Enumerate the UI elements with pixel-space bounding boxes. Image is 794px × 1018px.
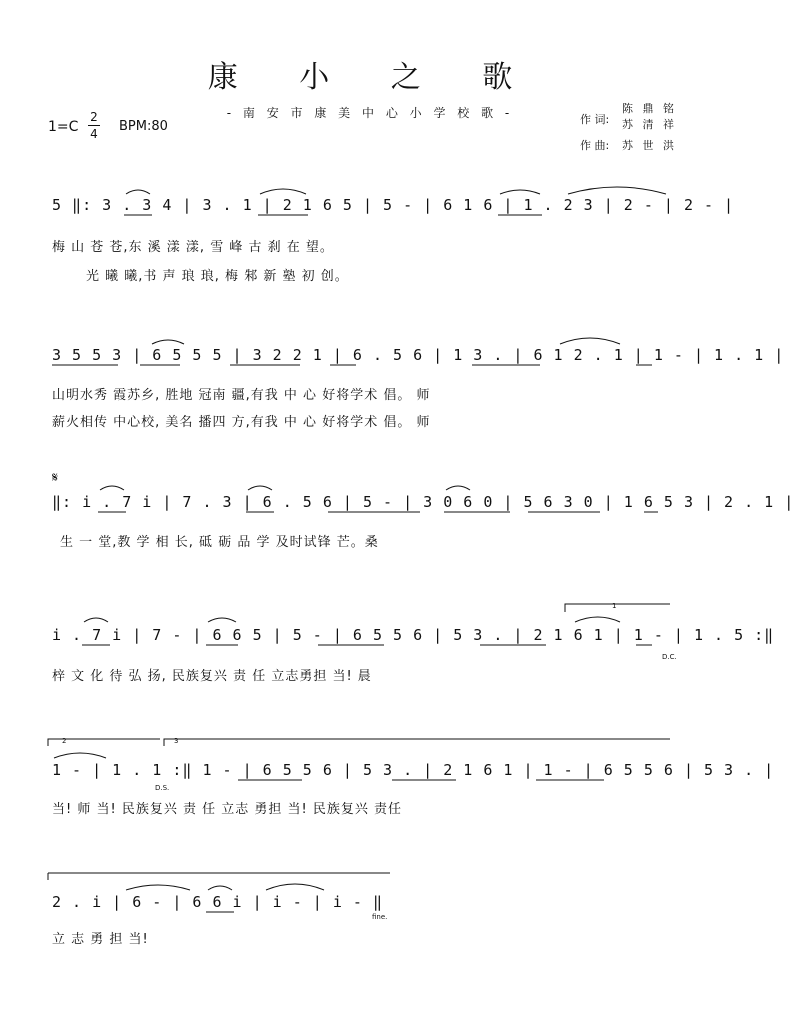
lyrics-row-5: 当! 师 当! 民族复兴 责 任 立志 勇担 当! 民族复兴 责任 xyxy=(52,802,402,817)
slur xyxy=(260,189,306,194)
lyricist-name-1: 陈 鼎 铭 xyxy=(622,102,677,115)
slur xyxy=(500,190,540,194)
tie xyxy=(126,885,190,890)
lyrics-row-1-verse-2: 光 曦 曦,书 声 琅 琅, 梅 邾 新 塾 初 创。 xyxy=(86,269,349,284)
slur xyxy=(248,486,272,490)
lyrics-row-6: 立 志 勇 担 当! xyxy=(52,932,149,947)
lyrics-row-1-verse-1: 梅 山 苍 苍,东 溪 漾 漾, 雪 峰 古 刹 在 望。 xyxy=(52,240,334,255)
volta-1-bracket xyxy=(565,604,670,612)
lyricist-name-2: 苏 清 祥 xyxy=(622,118,677,131)
lyricist-label: 作 词: xyxy=(580,113,610,126)
fine-mark: fine. xyxy=(372,913,388,921)
da-capo-mark: D.C. xyxy=(662,653,677,661)
volta-2-label: 2 xyxy=(62,737,67,745)
segno-sign: 𝄋 xyxy=(52,470,59,486)
notation-row-5: 1 - | 1 . 1 :‖ 1 - | 6 5 5 6 | 5 3 . | 2 1 6 1 | 1 - | 6 5 5 6 | 5 3 . | xyxy=(52,761,775,779)
tie xyxy=(266,884,324,890)
notation-row-1: 5 ‖: 3 . 3 4 | 3 . 1 | 2 1 6 5 | 5 - | 6 1 6 | 1 . 2 3 | 2 - | 2 - | xyxy=(52,196,735,214)
lyrics-row-2-verse-2: 薪火相传 中心校, 美名 播四 方,有我 中 心 好将学术 倡。 师 xyxy=(52,415,431,430)
meter-bottom: 4 xyxy=(90,127,98,141)
slur xyxy=(100,486,124,490)
notation-row-4: i . 7 i | 7 - | 6 6 5 | 5 - | 6 5 5 6 | 5 3 . | 2 1 6 1 | 1 - | 1 . 5 :‖ xyxy=(52,626,775,644)
slur xyxy=(446,486,470,490)
notation-row-6: 2 . i | 6 - | 6 6 i | i - | i - ‖ xyxy=(52,893,384,911)
slur xyxy=(126,190,150,194)
meter-top: 2 xyxy=(90,110,98,124)
slur xyxy=(152,340,184,344)
slur xyxy=(84,618,108,622)
slur xyxy=(208,886,232,890)
lyrics-row-4: 梓 文 化 待 弘 扬, 民族复兴 责 任 立志勇担 当! 晨 xyxy=(52,669,372,684)
notation-row-3: ‖: i . 7 i | 7 . 3 | 6 . 5 6 | 5 - | 3 0 6 0 | 5 6 3 0 | 1 6 5 3 | 2 . 1 | xyxy=(52,493,794,511)
lyrics-row-2-verse-1: 山明水秀 霞苏乡, 胜地 冠南 疆,有我 中 心 好将学术 倡。 师 xyxy=(52,388,431,403)
composer-label: 作 曲: xyxy=(580,139,610,152)
lyrics-row-3: 生 一 堂,教 学 相 长, 砥 砺 品 学 及时试锋 芒。桑 xyxy=(60,535,379,550)
volta-3-label: 3 xyxy=(174,737,179,745)
volta-3-bracket xyxy=(164,739,670,746)
song-title: 康 小 之 歌 xyxy=(207,60,539,95)
song-subtitle: - 南 安 市 康 美 中 心 小 学 校 歌 - xyxy=(226,106,514,120)
volta-1-label: 1 xyxy=(612,602,617,610)
tie xyxy=(560,338,620,344)
tie xyxy=(575,617,620,622)
notation-row-2: 3 5 5 3 | 6 5 5 5 | 3 2 2 1 | 6 . 5 6 | 1 3 . | 6 1 2 . 1 | 1 - | 1 . 1 | xyxy=(52,346,785,364)
dal-segno-mark: D.S. xyxy=(155,784,170,792)
composer-name: 苏 世 洪 xyxy=(622,139,677,152)
slur xyxy=(208,618,236,622)
key-signature: 1=C xyxy=(48,119,79,135)
tempo: BPM:80 xyxy=(119,119,168,134)
tie xyxy=(568,187,666,194)
tie xyxy=(54,753,106,758)
volta-2-bracket xyxy=(48,739,160,746)
